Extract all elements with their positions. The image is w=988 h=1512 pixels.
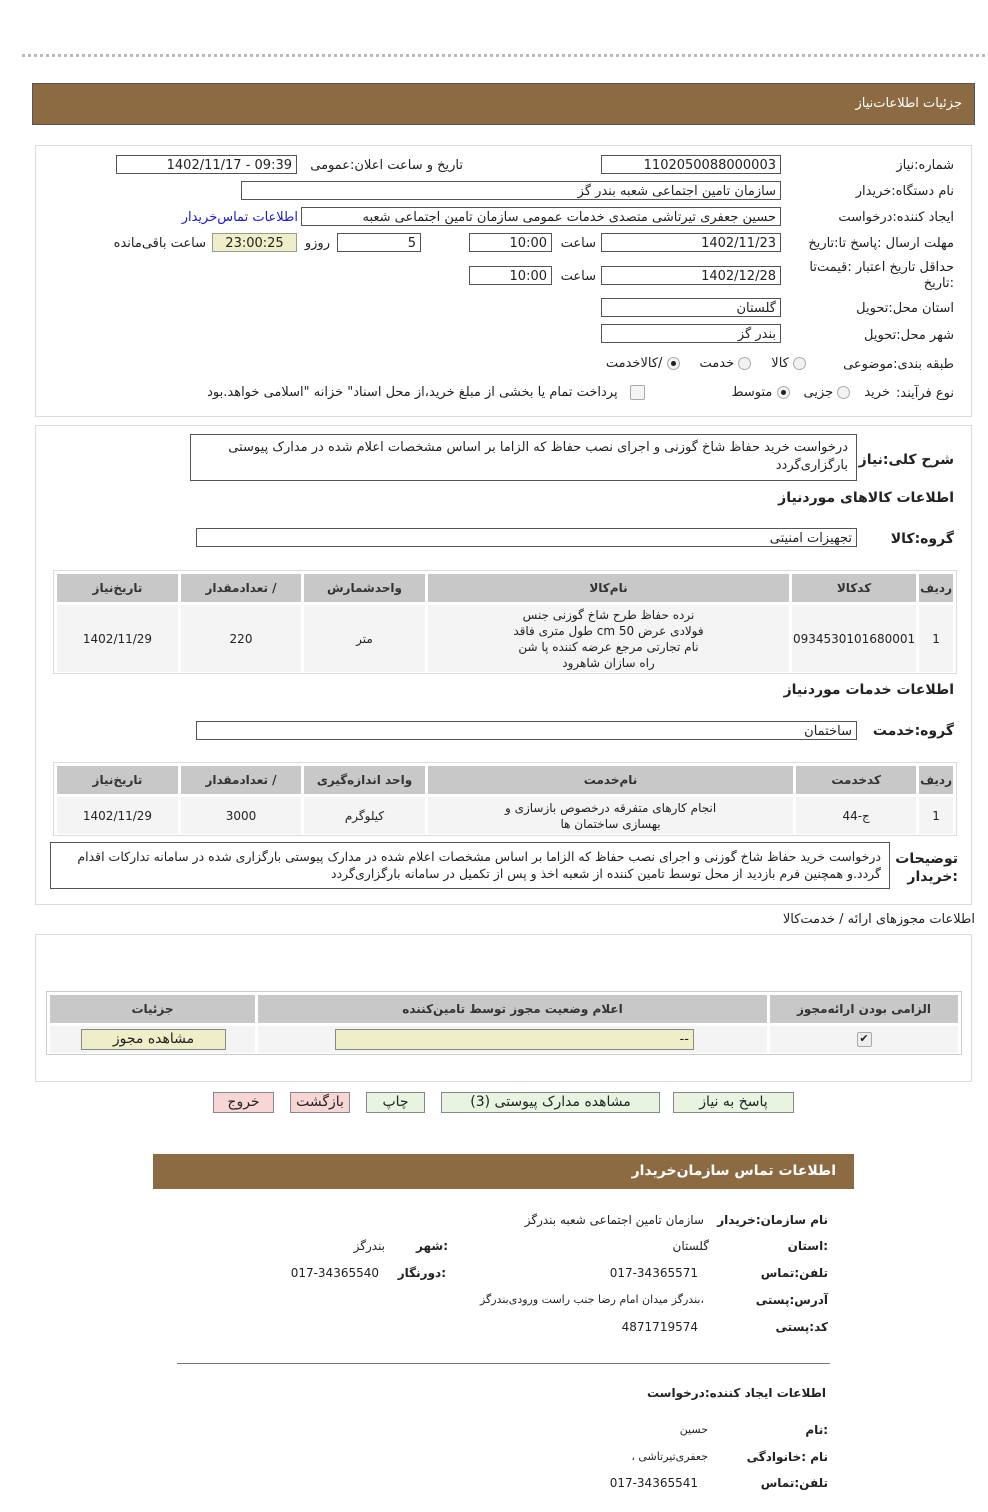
col-unit: واحد اندازه‌گیری xyxy=(304,766,425,794)
city-field[interactable]: بندر گز xyxy=(601,324,781,343)
address-value: ،بندرگز میدان امام رضا جنب راست ورودی‌بندرگز xyxy=(479,1293,704,1306)
cell-unit: کیلوگرم xyxy=(304,797,425,834)
col-name: نام‌کالا xyxy=(428,574,789,602)
description-box: درخواست خرید حفاظ شاخ گوزنی و اجرای نصب حفاظ که الزاما بر اساس مشخصات اعلام شده در مدارک پیوستی بارگزاری‌گردد xyxy=(190,434,857,481)
services-group-field[interactable]: ساختمان xyxy=(196,721,857,740)
days-field[interactable]: 5 xyxy=(337,233,421,252)
reply-button[interactable]: پاسخ به نیاز xyxy=(673,1092,794,1113)
org-value: سازمان تامین اجتماعی شعبه بندرگز xyxy=(524,1213,704,1227)
option-label: /کالاخدمت xyxy=(605,356,663,371)
cell-details xyxy=(50,1026,255,1053)
validity-time-field[interactable]: 10:00 xyxy=(469,266,552,285)
cell-qty: 3000 xyxy=(181,797,301,834)
treasury-checkbox[interactable] xyxy=(630,385,645,400)
print-button[interactable]: چاپ xyxy=(366,1092,425,1113)
creator-field[interactable]: حسین جعفری تیرتاشی متصدی خدمات عمومی سازمان تامین اجتماعی شعبه xyxy=(301,207,781,226)
table-row xyxy=(57,605,953,672)
deadline-hour-label: ساعت xyxy=(560,236,596,251)
creator-family-value: جعفری‌تیرتاشی ، xyxy=(631,1450,708,1463)
cell-code: ج-44 xyxy=(796,797,916,834)
radio-medium[interactable] xyxy=(777,386,790,399)
category-label: طبقه بندی:موضوعی xyxy=(843,357,954,372)
permit-status-field: -- xyxy=(335,1029,694,1050)
col-row: ردیف xyxy=(919,766,953,794)
radio-goods-service[interactable] xyxy=(667,357,680,370)
contact-title: اطلاعات تماس سازمان‌خریدار xyxy=(631,1163,836,1179)
city-label: شهر محل:تحویل xyxy=(864,328,954,343)
col-qty: / تعدادمقدار xyxy=(181,574,301,602)
col-unit: واحدشمارش xyxy=(304,574,425,602)
services-group-label: گروه:خدمت xyxy=(872,723,954,739)
treasury-note: پرداخت تمام یا بخشی از مبلغ خرید،از محل اسناد" خزانه "اسلامی خواهد.بود xyxy=(207,385,618,400)
process-medium-option[interactable] xyxy=(732,385,790,400)
remaining-time-field: 23:00:25 xyxy=(212,233,297,252)
goods-table-wrap xyxy=(53,570,957,674)
radio-service[interactable] xyxy=(738,357,751,370)
permits-table-wrap xyxy=(46,991,962,1055)
contact-province-value: گلستان xyxy=(672,1239,709,1253)
creator-name-value: حسین xyxy=(679,1423,708,1436)
process-type-value: خرید xyxy=(864,385,890,400)
buyer-notes-label: توضیحات :خریدار xyxy=(895,851,958,885)
permits-table xyxy=(47,992,961,1056)
goods-group-label: گروه:کالا xyxy=(890,531,954,547)
validity-label: حداقل تاریخ اعتبار :قیمت‌تا :تاریخ xyxy=(809,260,954,291)
creator-phone-value: 017-34365541 xyxy=(609,1476,698,1490)
category-goods-option[interactable] xyxy=(771,356,806,371)
province-field[interactable]: گلستان xyxy=(601,298,781,317)
top-divider xyxy=(22,54,985,57)
col-qty: / تعدادمقدار xyxy=(181,766,301,794)
contact-city-value: بندرگز xyxy=(353,1239,385,1253)
treasury-payment-option[interactable] xyxy=(207,385,645,400)
cell-name: انجام کارهای متفرقه درخصوص بازسازی و بهسازی ساختمان ها xyxy=(428,797,793,834)
cell-date: 1402/11/29 xyxy=(57,605,178,672)
org-label: نام سازمان:خریدار xyxy=(717,1213,828,1227)
creator-phone-label: تلفن:تماس xyxy=(760,1476,828,1490)
services-table-wrap xyxy=(53,762,957,836)
category-goods-service-option[interactable] xyxy=(606,356,680,371)
services-section-title: اطلاعات خدمات موردنیاز xyxy=(783,682,954,698)
buyer-notes-box: درخواست خرید حفاظ شاخ گوزنی و اجرای نصب حفاظ که الزاما بر اساس مشخصات اعلام شده در مدارک پیوستی بارگزاری شده در سامانه تدارکات اقدام گردد.و همچنین فرم بازدید از محل توسط تامین کننده از شعبه اخذ و پس از تکمیل در سامانه بارگزاری‌گردد xyxy=(50,842,890,889)
deadline-time-field[interactable]: 10:00 xyxy=(469,233,552,252)
buyer-field[interactable]: سازمان تامین اجتماعی شعبه بندر گز xyxy=(241,181,781,200)
cell-status xyxy=(258,1026,767,1053)
cell-code: 0934530101680001 xyxy=(792,605,916,672)
goods-section-title: اطلاعات کالاهای موردنیاز xyxy=(778,490,954,506)
contact-divider xyxy=(177,1363,830,1364)
validity-date-field[interactable]: 1402/12/28 xyxy=(601,266,781,285)
description-label: شرح کلی:نیاز xyxy=(858,452,954,468)
required-checkbox: ✔ xyxy=(857,1032,872,1047)
col-code: کدخدمت xyxy=(796,766,916,794)
table-header xyxy=(50,995,958,1023)
cell-row: 1 xyxy=(919,797,953,834)
remaining-label: ساعت باقی‌مانده xyxy=(113,236,206,251)
creator-label: ایجاد کننده:درخواست xyxy=(838,210,954,225)
cell-name: نرده حفاظ طرح شاخ گوزنی جنس فولادی عرض 50 cm طول متری فاقد نام تجارتی مرجع عرضه کننده پا شن راه سازان شاهرود xyxy=(428,605,789,672)
contact-header xyxy=(153,1154,854,1189)
col-row: ردیف xyxy=(919,574,953,602)
back-button[interactable]: بازگشت xyxy=(290,1092,350,1113)
option-label: کالا xyxy=(771,356,789,371)
phone-value: 017-34365571 xyxy=(609,1266,698,1280)
province-label: استان محل:تحویل xyxy=(856,301,954,316)
table-header xyxy=(57,766,953,794)
option-label: خدمت xyxy=(699,356,735,371)
category-service-option[interactable] xyxy=(700,356,752,371)
table-row xyxy=(50,1026,958,1053)
process-radio-group xyxy=(732,385,890,400)
col-name: نام‌خدمت xyxy=(428,766,793,794)
contact-province-label: :استان xyxy=(787,1239,828,1253)
goods-group-field[interactable]: تجهیزات امنیتی xyxy=(196,528,857,547)
need-number-field[interactable]: 1102050088000003 xyxy=(601,155,781,174)
deadline-date-field[interactable]: 1402/11/23 xyxy=(601,233,781,252)
fax-label: :دورنگار xyxy=(397,1266,446,1280)
col-date: تاریخ‌نیاز xyxy=(57,766,178,794)
address-label: آدرس:پستی xyxy=(755,1293,828,1307)
table-row xyxy=(57,797,953,834)
radio-goods[interactable] xyxy=(793,357,806,370)
postal-label: کد:پستی xyxy=(775,1320,828,1334)
cell-unit: متر xyxy=(304,605,425,672)
goods-table xyxy=(54,571,956,675)
cell-qty: 220 xyxy=(181,605,301,672)
view-permit-button[interactable]: مشاهده مجوز xyxy=(81,1029,226,1050)
cell-required xyxy=(770,1026,958,1053)
postal-value: 4871719574 xyxy=(621,1320,698,1334)
deadline-label: مهلت ارسال :پاسخ تا:تاریخ xyxy=(808,236,954,251)
process-label: نوع فرآیند: xyxy=(896,386,954,401)
creator-info-title: اطلاعات ایجاد کننده:درخواست xyxy=(646,1386,826,1400)
page-title: جزئیات اطلاعات‌نیاز xyxy=(855,96,962,111)
page-header xyxy=(32,83,975,125)
validity-hour-label: ساعت xyxy=(560,269,596,284)
col-details: جزئیات xyxy=(50,995,255,1023)
need-number-label: شماره:نیاز xyxy=(896,158,954,173)
creator-name-label: :نام xyxy=(805,1423,828,1437)
col-code: کدکالا xyxy=(792,574,916,602)
announce-field[interactable]: 1402/11/17 - 09:39 xyxy=(116,155,297,174)
col-required: الزامی بودن ارائه‌مجوز xyxy=(770,995,958,1023)
cell-row: 1 xyxy=(919,605,953,672)
process-minor-option[interactable] xyxy=(804,385,851,400)
table-header xyxy=(57,574,953,602)
exit-button[interactable]: خروج xyxy=(213,1092,274,1113)
services-table xyxy=(54,763,956,837)
creator-family-label: نام :خانوادگی xyxy=(746,1450,828,1464)
cell-date: 1402/11/29 xyxy=(57,797,178,834)
option-label: جزیی xyxy=(803,385,834,400)
buyer-contact-link[interactable]: اطلاعات تماس‌خریدار xyxy=(181,210,298,225)
col-date: تاریخ‌نیاز xyxy=(57,574,178,602)
contact-city-label: :شهر xyxy=(416,1239,448,1253)
view-documents-button[interactable]: مشاهده مدارک پیوستی (3) xyxy=(441,1092,660,1113)
days-label: روزو xyxy=(304,236,330,251)
announce-label: تاریخ و ساعت اعلان:عمومی xyxy=(310,158,463,173)
buyer-label: نام دستگاه:خریدار xyxy=(855,184,954,199)
permits-title: اطلاعات مجوزهای ارائه / خدمت‌کالا xyxy=(782,912,975,927)
phone-label: تلفن:تماس xyxy=(760,1266,828,1280)
fax-value: 017-34365540 xyxy=(290,1266,379,1280)
col-status: اعلام وضعیت مجوز توسط تامین‌کننده xyxy=(258,995,767,1023)
radio-minor[interactable] xyxy=(837,386,850,399)
category-radio-group xyxy=(606,356,806,371)
option-label: متوسط xyxy=(731,385,773,400)
